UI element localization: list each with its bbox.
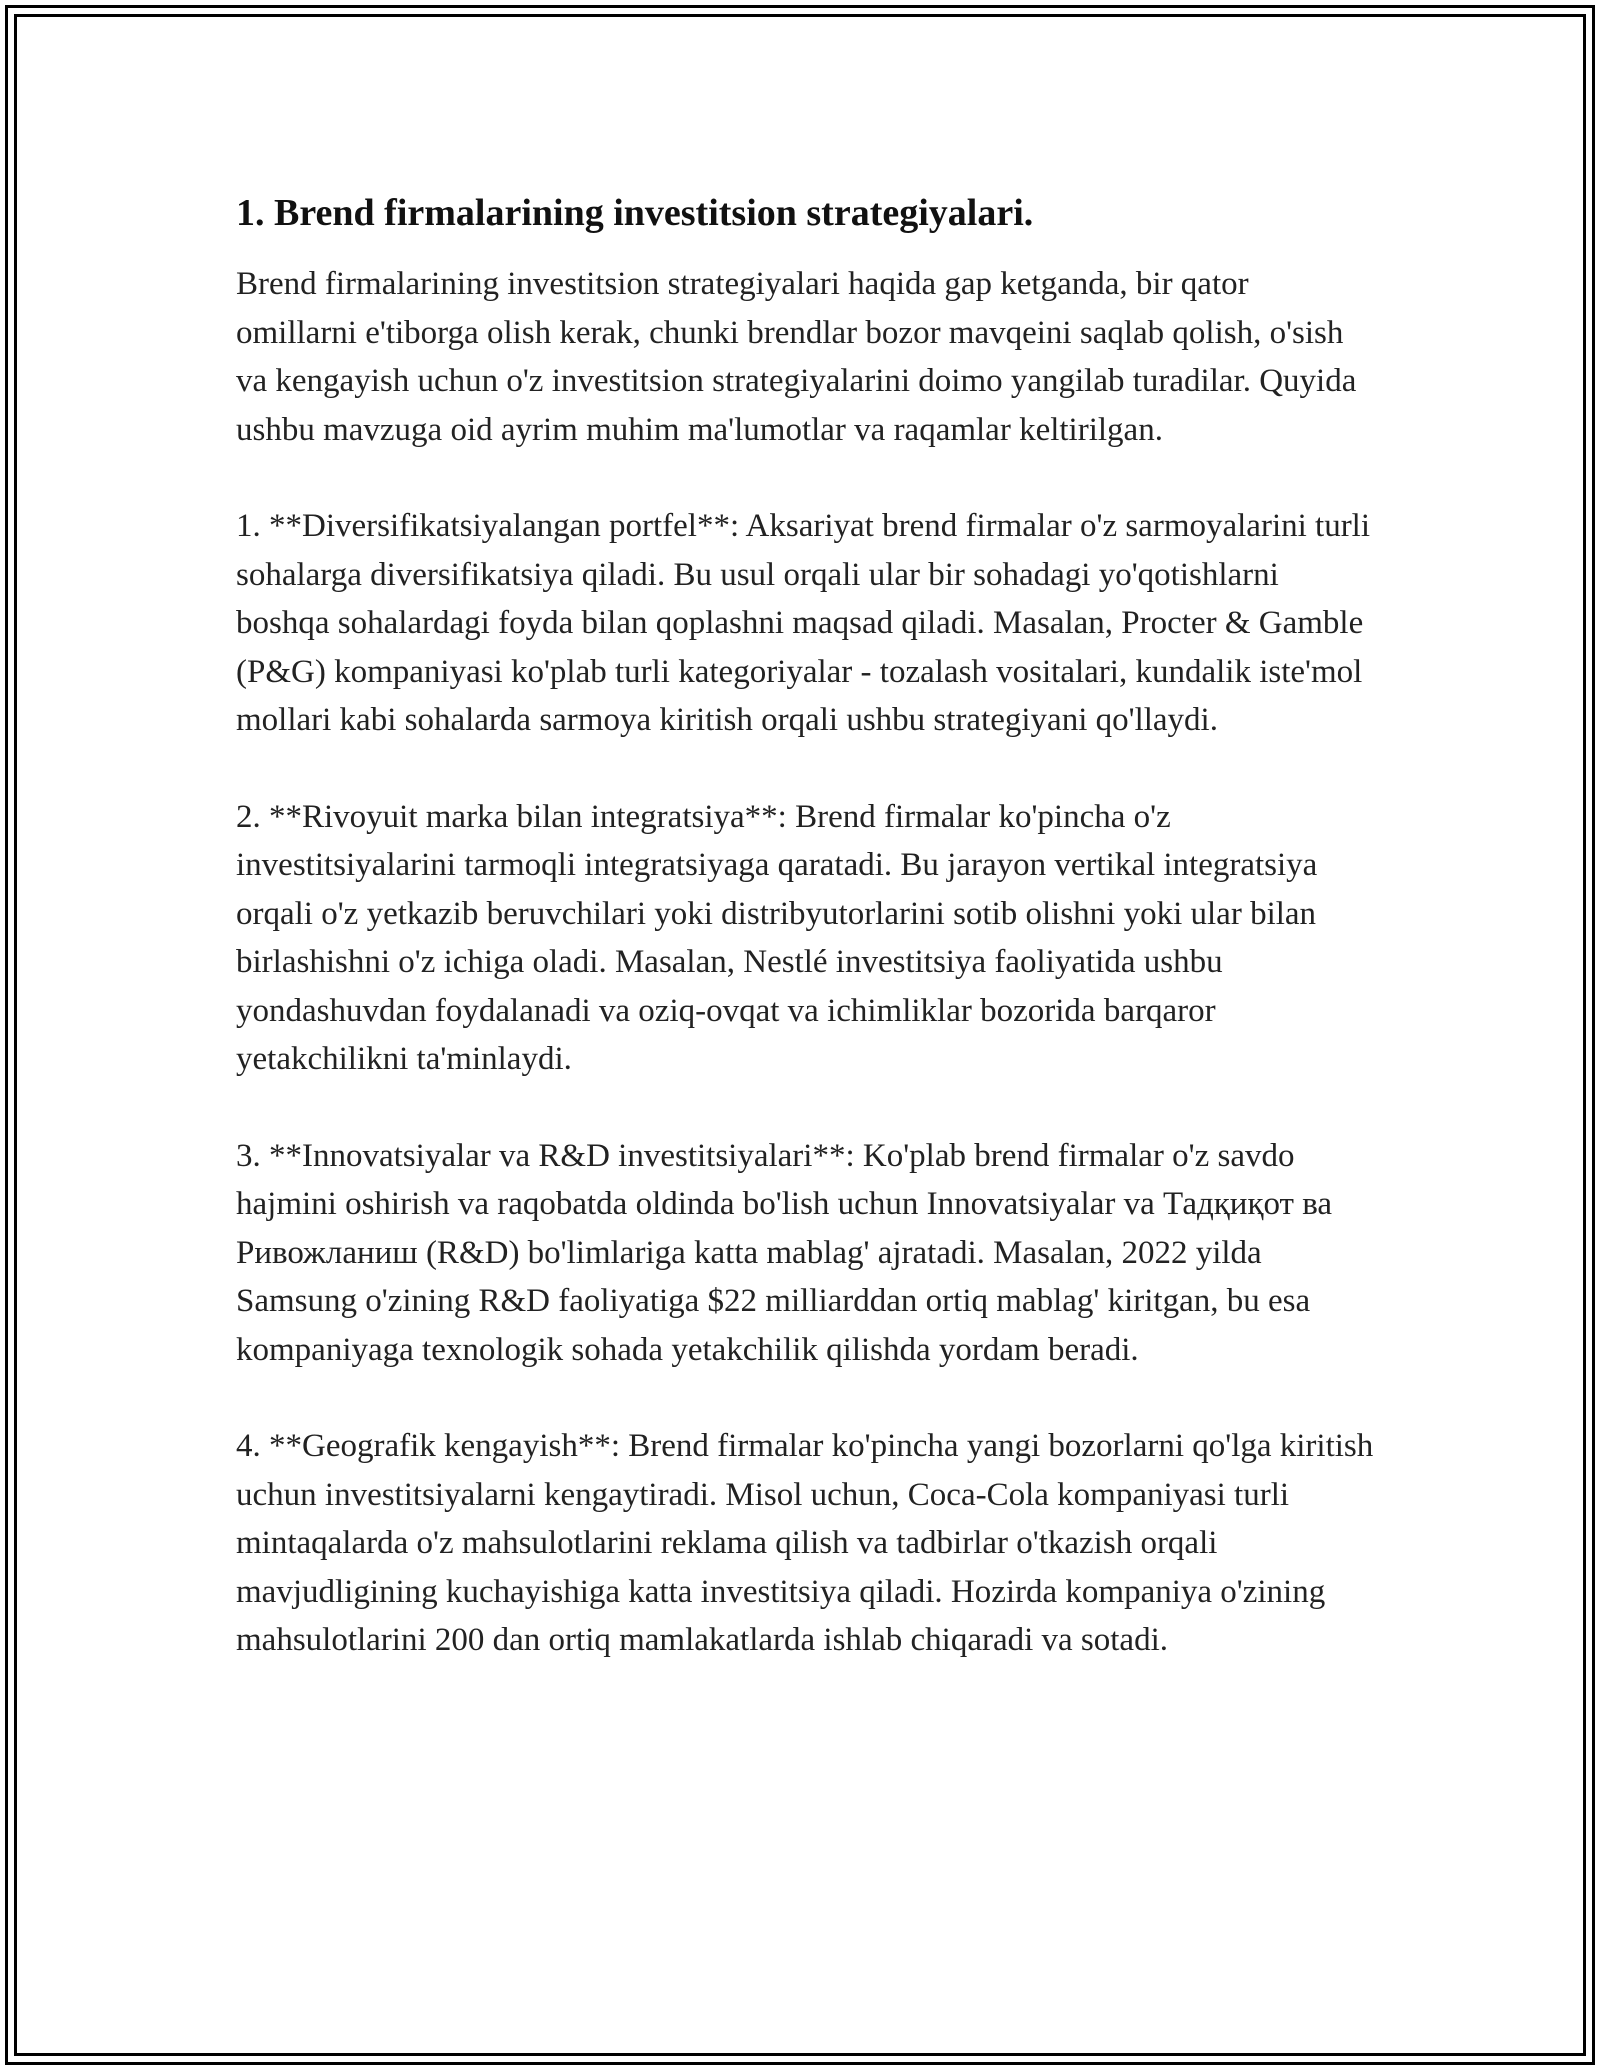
paragraph-diversification: 1. **Diversifikatsiyalangan portfel**: Aksariyat brend firmalar o'z sarmoyalarini turli sohalarga diversifikatsiya qiladi. Bu usul orqali ular bir sohadagi yo'qotishlarni boshqa sohalardagi foyda bilan qoplashni maqsad qiladi. Masalan, Procter & Gamble (P&G) kompaniyasi ko'plab turli kategoriyalar - tozalash vositalari, kundalik iste'mol mollari kabi sohalarda sarmoya kiritish orqali ushbu strategiyani qo'llaydi. xyxy=(236,508,1371,738)
paragraph-integration: 2. **Rivoyuit marka bilan integratsiya**: Brend firmalar ko'pincha o'z investitsiyalarini tarmoqli integratsiyaga qaratadi. Bu jarayon vertikal integratsiya orqali o'z yetkazib beruvchilari yoki distribyutorlarini sotib olishni yoki ular bilan birlashishni o'z ichiga oladi. Masalan, Nestlé investitsiya faoliyatida ushbu yondashuvdan foydalanadi va oziq-ovqat va ichimliklar bozorida barqaror yetakchilikni ta'minlaydi. xyxy=(236,798,1318,1077)
paragraph-innovation-rnd: 3. **Innovatsiyalar va R&D investitsiyalari**: Ko'plab brend firmalar o'z savdo hajmini oshirish va raqobatda oldinda bo'lish uchun Innovatsiyalar va Тадқиқот ва Ривожланиш (R&D) bo'limlariga katta mablag' ajratadi. Masalan, 2022 yilda Samsung o'zining R&D faoliyatiga $22 milliarddan ortiq mablag' kiritgan, bu esa kompaniyaga texnologik sohada yetakchilik qilishda yordam beradi. xyxy=(236,1137,1333,1368)
intro-paragraph: Brend firmalarining investitsion strategiyalari haqida gap ketganda, bir qator omillarni e'tiborga olish kerak, chunki brendlar bozor mavqeini saqlab qolish, o'sish va kengayish uchun o'z investitsion strategiyalarini doimo yangilab turadilar. Quyida ushbu mavzuga oid ayrim muhim ma'lumotlar va raqamlar keltirilgan. xyxy=(236,266,1357,448)
document-body xyxy=(236,188,1376,1713)
document-title: 1. Brend firmalarining investitsion strategiyalari. xyxy=(236,192,1034,234)
paragraph-geographic-expansion: 4. **Geografik kengayish**: Brend firmalar ko'pincha yangi bozorlarni qo'lga kiritish uchun investitsiyalarni kengaytiradi. Misol uchun, Coca-Cola kompaniyasi turli mintaqalarda o'z mahsulotlarini reklama qilish va tadbirlar o'tkazish orqali mavjudligining kuchayishiga katta investitsiya qiladi. Hozirda kompaniya o'zining mahsulotlarini 200 dan ortiq mamlakatlarda ishlab chiqaradi va sotadi. xyxy=(236,1428,1374,1658)
